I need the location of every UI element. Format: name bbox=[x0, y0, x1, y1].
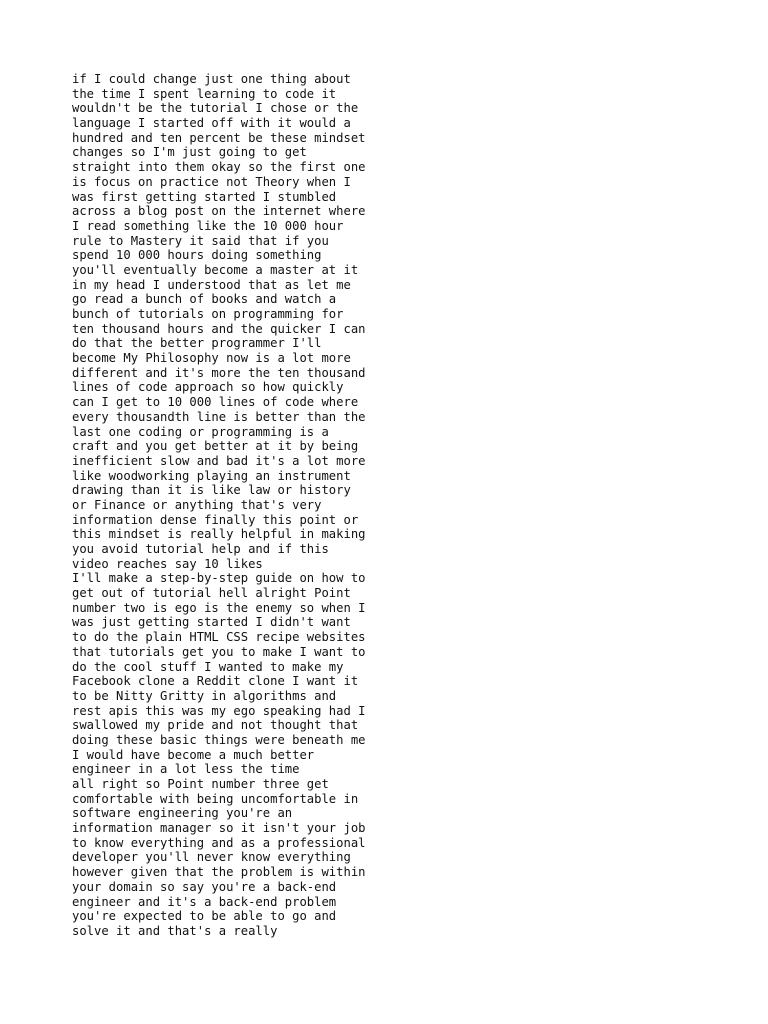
text-line: get out of tutorial hell alright Point bbox=[72, 586, 351, 601]
text-line: that tutorials get you to make I want to bbox=[72, 644, 366, 659]
text-line: number two is ego is the enemy so when I bbox=[72, 600, 366, 615]
text-line: rest apis this was my ego speaking had I bbox=[72, 703, 366, 718]
text-line: lines of code approach so how quickly bbox=[72, 380, 344, 395]
text-line: different and it's more the ten thousand bbox=[72, 365, 366, 380]
text-line: do the cool stuff I wanted to make my bbox=[72, 659, 344, 674]
text-line: engineer and it's a back-end problem bbox=[72, 894, 337, 909]
text-line: software engineering you're an bbox=[72, 806, 293, 821]
text-line: was first getting started I stumbled bbox=[72, 189, 337, 204]
text-line: the time I spent learning to code it bbox=[72, 86, 337, 101]
text-line: engineer in a lot less the time bbox=[72, 762, 300, 777]
text-line: solve it and that's a really bbox=[72, 923, 278, 938]
text-line: doing these basic things were beneath me bbox=[72, 732, 366, 747]
text-line: I would have become a much better bbox=[72, 747, 315, 762]
text-line: rule to Mastery it said that if you bbox=[72, 233, 329, 248]
text-line: spend 10 000 hours doing something bbox=[72, 248, 322, 263]
text-line: like woodworking playing an instrument bbox=[72, 468, 351, 483]
text-line: if I could change just one thing about bbox=[72, 72, 351, 86]
text-line: can I get to 10 000 lines of code where bbox=[72, 395, 359, 410]
text-line: or Finance or anything that's very bbox=[72, 497, 322, 512]
text-line: in my head I understood that as let me bbox=[72, 277, 351, 292]
text-line: however given that the problem is within bbox=[72, 865, 366, 880]
text-line: swallowed my pride and not thought that bbox=[72, 718, 359, 733]
text-line: straight into them okay so the first one bbox=[72, 160, 366, 175]
text-line: hundred and ten percent be these mindset bbox=[72, 130, 366, 145]
text-line: developer you'll never know everything bbox=[72, 850, 351, 865]
text-line: this mindset is really helpful in making bbox=[72, 527, 366, 542]
transcript-text bbox=[72, 72, 712, 939]
text-line: ten thousand hours and the quicker I can bbox=[72, 321, 366, 336]
text-line: do that the better programmer I'll bbox=[72, 336, 322, 351]
text-line: craft and you get better at it by being bbox=[72, 439, 359, 454]
text-line: go read a bunch of books and watch a bbox=[72, 292, 337, 307]
text-line: to be Nitty Gritty in algorithms and bbox=[72, 688, 337, 703]
text-line: to know everything and as a professional bbox=[72, 835, 366, 850]
text-line: to do the plain HTML CSS recipe websites bbox=[72, 630, 366, 645]
text-line: bunch of tutorials on programming for bbox=[72, 307, 344, 321]
text-line: become My Philosophy now is a lot more bbox=[72, 351, 351, 366]
text-line: I read something like the 10 000 hour bbox=[72, 218, 344, 233]
text-line: across a blog post on the internet where bbox=[72, 204, 366, 219]
text-line: video reaches say 10 likes bbox=[72, 556, 263, 571]
text-line: comfortable with being uncomfortable in bbox=[72, 791, 359, 806]
text-line: you avoid tutorial help and if this bbox=[72, 542, 329, 556]
text-line: your domain so say you're a back-end bbox=[72, 879, 337, 894]
text-line: I'll make a step-by-step guide on how to bbox=[72, 571, 366, 586]
text-line: changes so I'm just going to get bbox=[72, 145, 307, 160]
document-page bbox=[72, 72, 712, 939]
text-line: was just getting started I didn't want bbox=[72, 615, 351, 630]
text-line: you're expected to be able to go and bbox=[72, 909, 337, 924]
text-line: inefficient slow and bad it's a lot more bbox=[72, 453, 366, 468]
text-line: language I started off with it would a bbox=[72, 116, 351, 131]
text-line: Facebook clone a Reddit clone I want it bbox=[72, 674, 359, 689]
text-line: all right so Point number three get bbox=[72, 777, 329, 791]
text-line: wouldn't be the tutorial I chose or the bbox=[72, 101, 359, 116]
text-line: drawing than it is like law or history bbox=[72, 483, 351, 498]
text-line: information dense finally this point or bbox=[72, 512, 359, 527]
text-line: you'll eventually become a master at it bbox=[72, 262, 359, 277]
text-line: is focus on practice not Theory when I bbox=[72, 174, 351, 189]
text-line: information manager so it isn't your job bbox=[72, 821, 366, 836]
text-line: last one coding or programming is a bbox=[72, 424, 329, 439]
text-line: every thousandth line is better than the bbox=[72, 409, 366, 424]
